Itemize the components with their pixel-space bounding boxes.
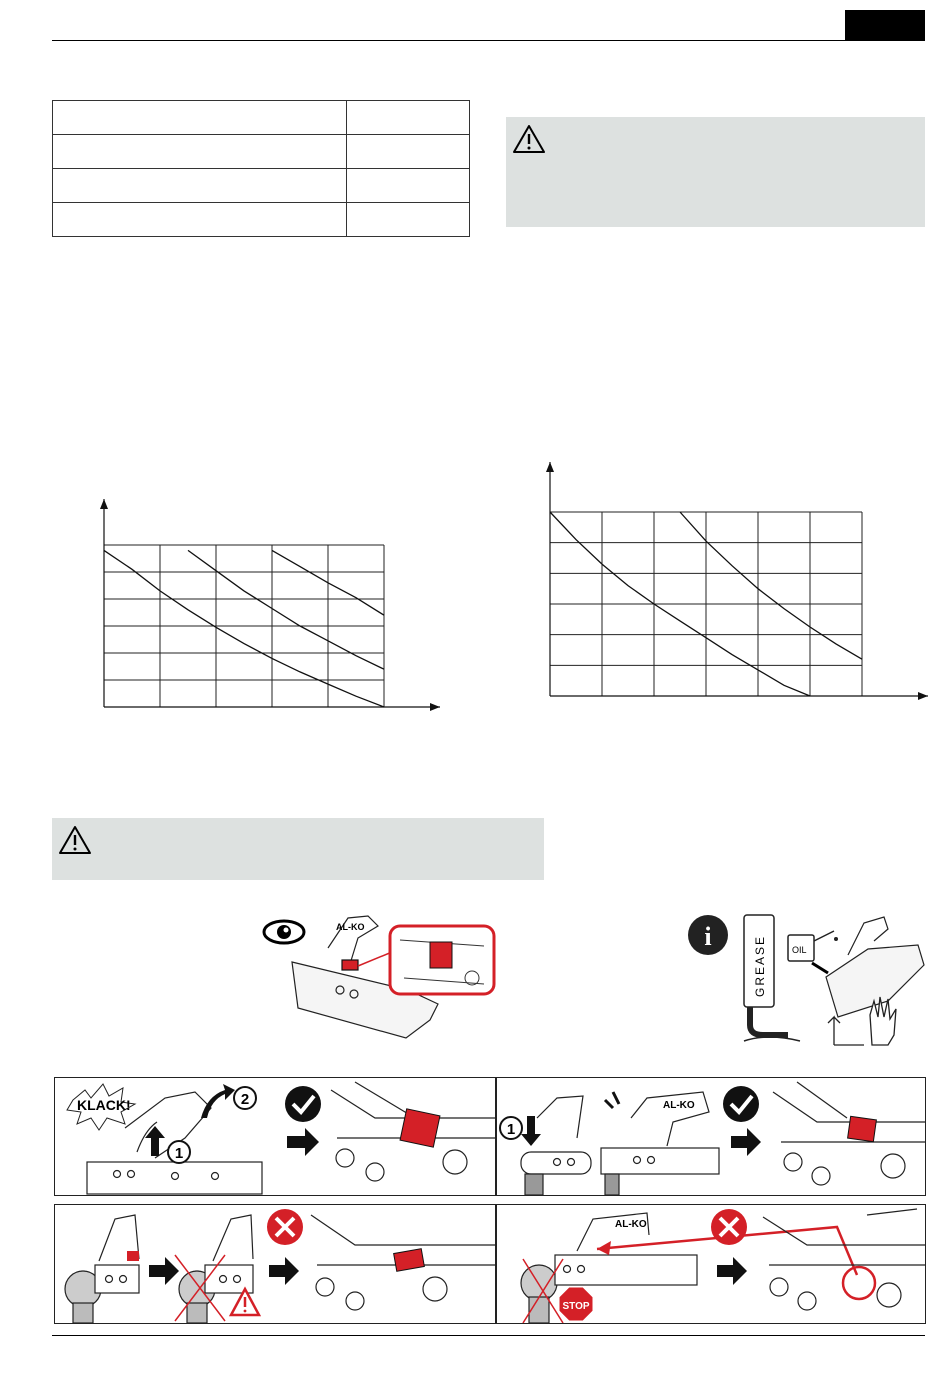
table-row	[53, 169, 470, 203]
header-rule	[52, 40, 925, 41]
brand-label: AL-KO	[663, 1100, 695, 1111]
chart-grid	[104, 545, 384, 707]
error-panel-left	[54, 1204, 496, 1324]
table-row	[53, 203, 470, 237]
series-line-curve-1	[104, 550, 384, 707]
arrow-right-icon	[149, 1257, 179, 1285]
arrow-right-icon	[717, 1257, 747, 1285]
brand-label: AL-KO	[615, 1219, 647, 1230]
chart-right	[536, 460, 936, 710]
svg-text:i: i	[704, 922, 712, 951]
table-cell	[53, 135, 347, 169]
coupling-drawing	[812, 917, 924, 1017]
chart-grid	[550, 512, 862, 696]
table-cell	[53, 101, 347, 135]
error-panel-right	[496, 1204, 926, 1324]
arrow-right-icon	[287, 1128, 319, 1156]
info-icon	[688, 915, 728, 955]
chapter-tab	[845, 10, 925, 40]
arrow-right-icon	[731, 1128, 761, 1156]
arrow-right-icon	[269, 1257, 299, 1285]
step-one-label: 1	[506, 1121, 516, 1138]
warning-triangle-icon	[512, 123, 546, 155]
table-cell	[347, 203, 470, 237]
arrow-curved-icon	[201, 1084, 235, 1118]
footer-rule	[52, 1335, 925, 1336]
table-row	[53, 101, 470, 135]
step-two-label: 2	[240, 1091, 250, 1108]
klack-label: KLACK!	[77, 1097, 131, 1113]
eye-icon	[264, 921, 304, 943]
check-icon	[285, 1086, 321, 1122]
coupling-inspection-illustration	[258, 908, 498, 1048]
arrow-right-icon	[605, 1092, 619, 1108]
detail-zoom-circle	[843, 1267, 875, 1299]
y-axis-arrow	[100, 499, 108, 509]
chart-axes	[100, 499, 440, 711]
lubrication-illustration	[688, 905, 928, 1050]
x-axis-arrow	[918, 692, 928, 700]
grease-label: GREASE	[753, 934, 767, 997]
table-cell	[53, 203, 347, 237]
spec-table	[52, 100, 470, 237]
error-x-icon	[711, 1209, 747, 1245]
error-x-icon	[267, 1209, 303, 1245]
step-panel-connect	[54, 1077, 496, 1196]
warning-box-top	[506, 117, 925, 227]
x-axis-arrow	[430, 703, 440, 711]
warning-triangle-icon	[58, 824, 92, 856]
step-one-label: 1	[174, 1145, 184, 1162]
table-row	[53, 135, 470, 169]
oil-label: OIL	[792, 945, 807, 955]
series-line-curve-2	[188, 550, 384, 669]
table-cell	[347, 169, 470, 203]
brand-label: AL-KO	[336, 922, 365, 932]
chart-axes	[546, 462, 928, 700]
check-icon	[723, 1086, 759, 1122]
series-line-curve-2	[680, 512, 862, 659]
table-cell	[347, 135, 470, 169]
y-axis-arrow	[546, 462, 554, 472]
warning-box-middle	[52, 818, 544, 880]
arrow-down-icon	[521, 1116, 541, 1146]
step-panel-disconnect	[496, 1077, 926, 1196]
table-cell	[53, 169, 347, 203]
stop-label: STOP	[562, 1301, 590, 1312]
table-cell	[347, 101, 470, 135]
chart-left	[90, 495, 450, 720]
